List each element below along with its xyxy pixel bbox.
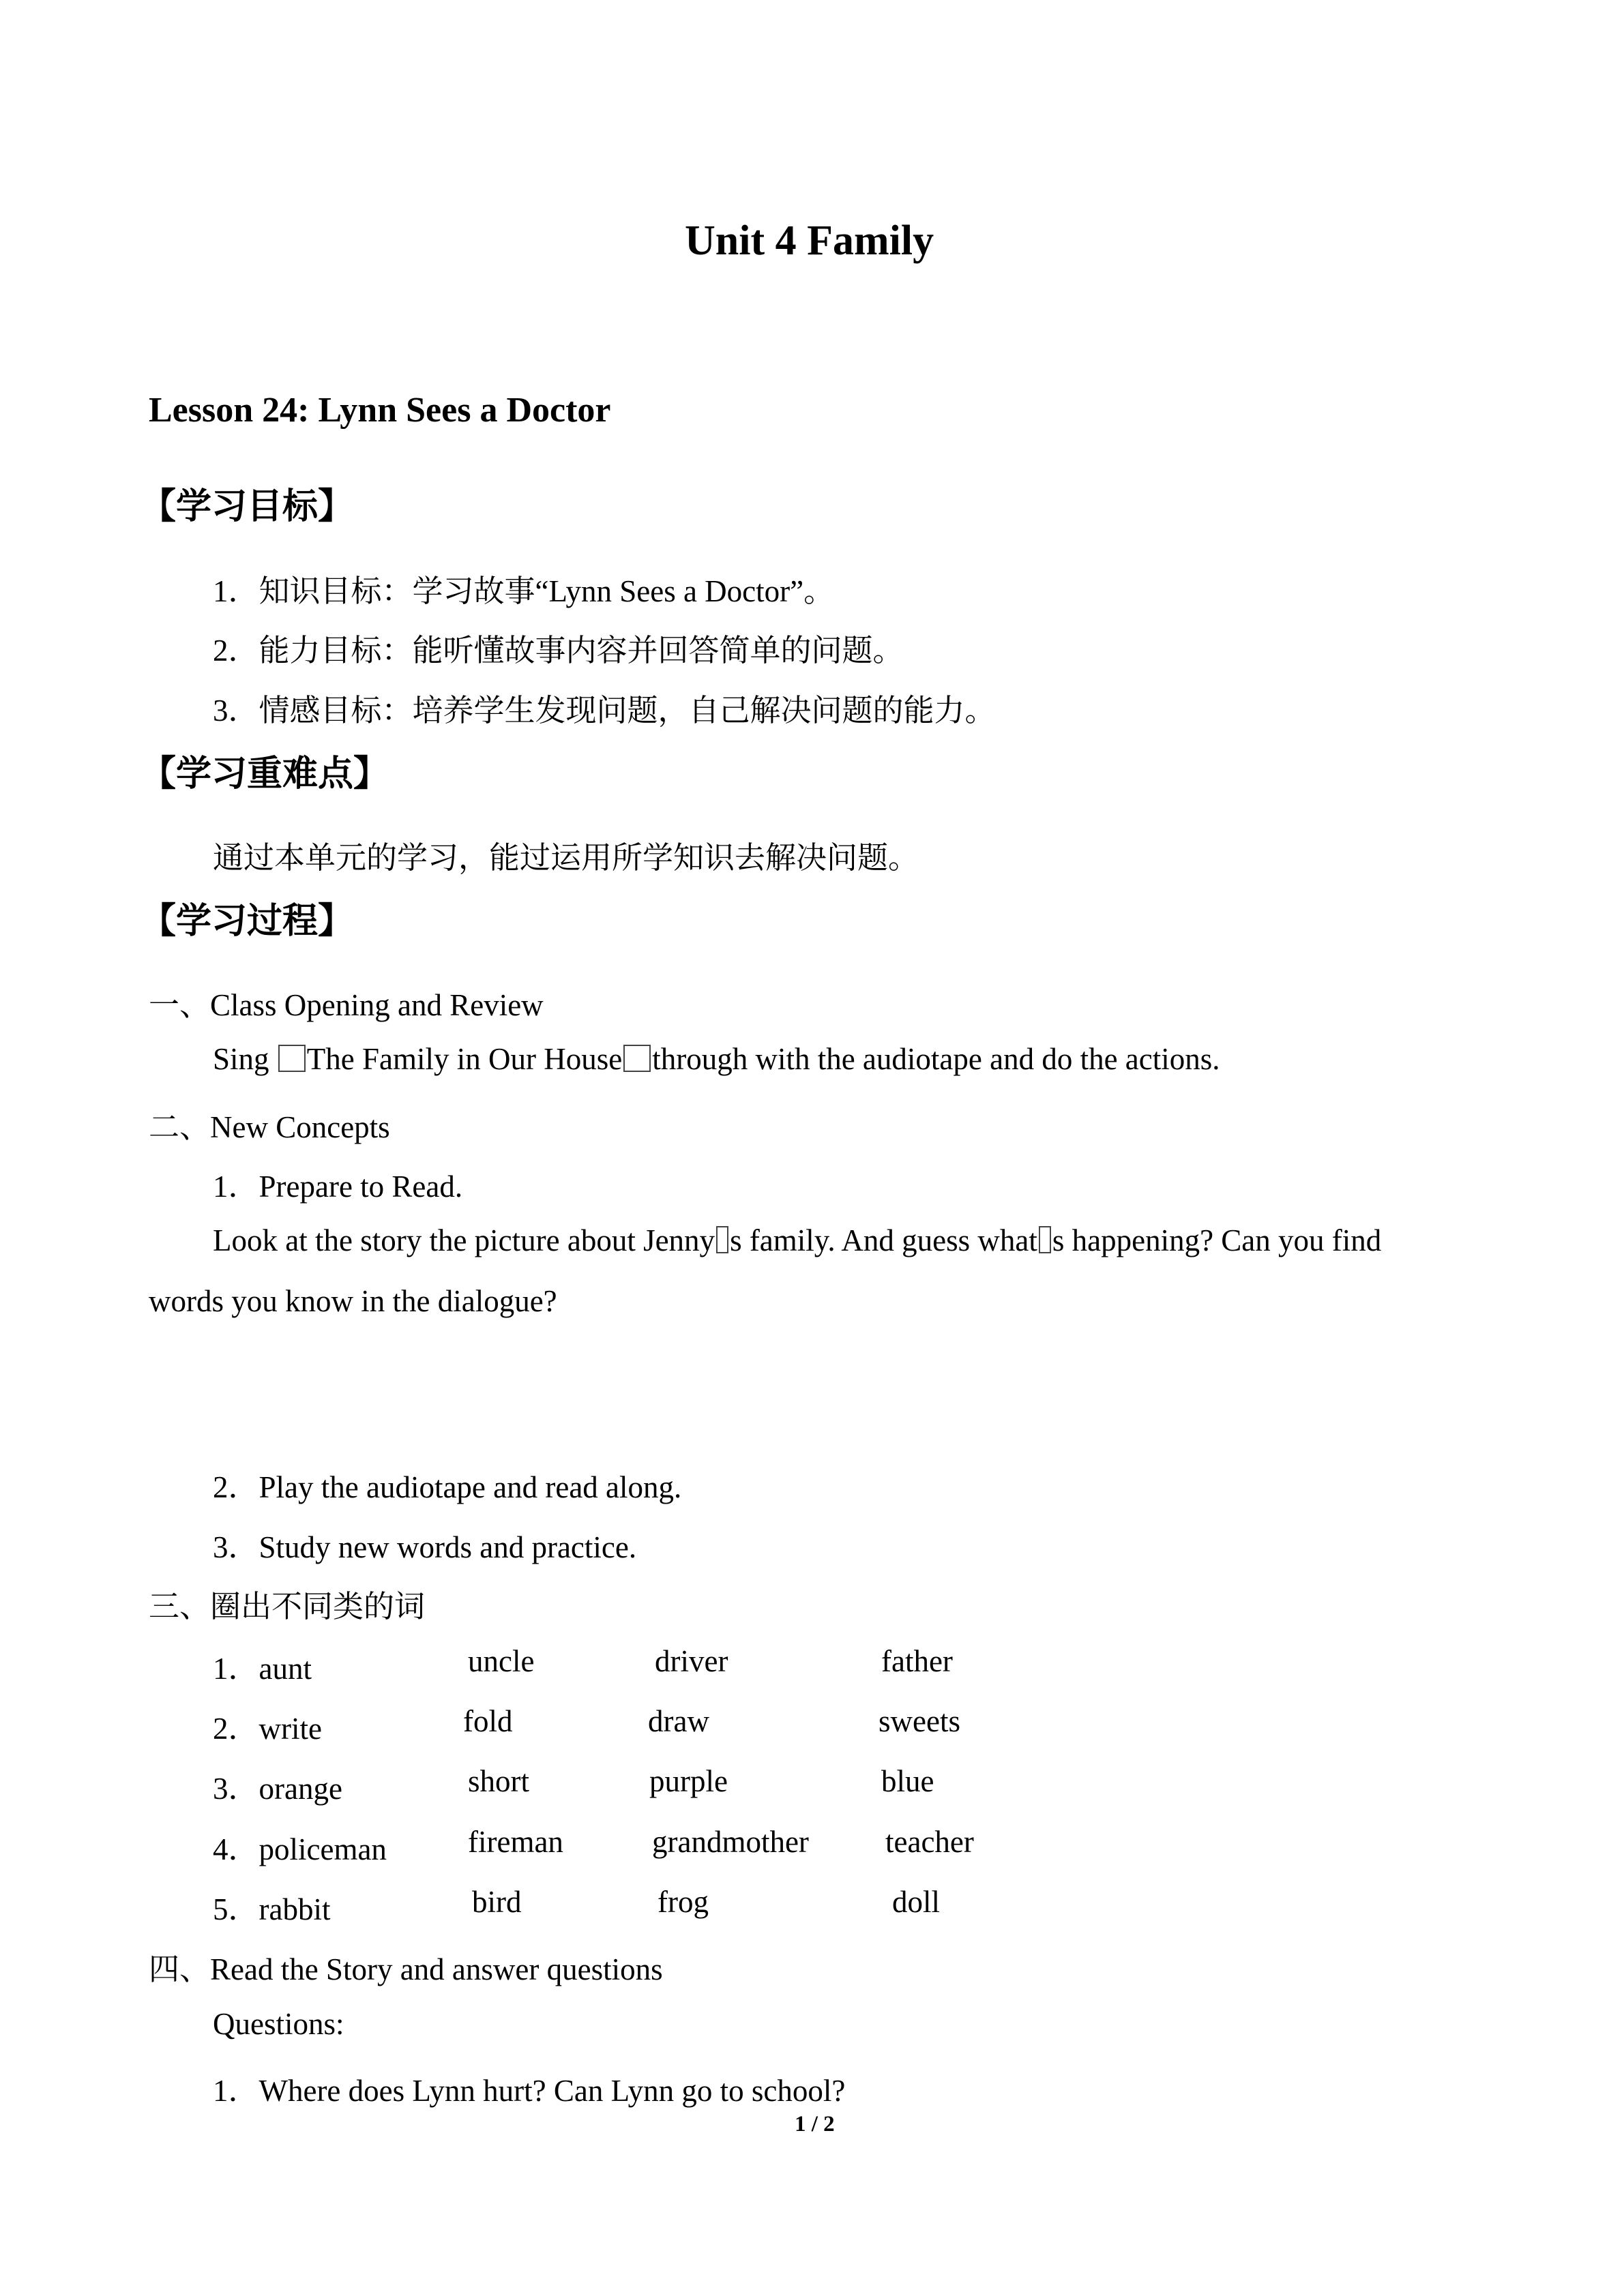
objective-item: 2．能力目标：能听懂故事内容并回答简单的问题。	[213, 633, 904, 668]
word-cell: 2．write	[213, 1712, 322, 1746]
step-play-audiotape: 2．Play the audiotape and read along.	[213, 1470, 682, 1504]
word-cell: draw	[648, 1704, 709, 1738]
word-cell: father	[881, 1644, 953, 1678]
word-cell: driver	[655, 1644, 728, 1678]
word-cell: uncle	[468, 1644, 535, 1678]
look-instruction-line1	[213, 1223, 1381, 1258]
missing-quote-glyph	[623, 1045, 651, 1072]
section-heading-key-points: 【学习重难点】	[141, 754, 389, 794]
part2-heading: 二、New Concepts	[149, 1110, 390, 1144]
look-text-b: s family. And guess what	[730, 1223, 1037, 1257]
word-cell: sweets	[879, 1704, 960, 1738]
missing-apostrophe-glyph	[716, 1226, 728, 1253]
part3-heading: 三、圈出不同类的词	[149, 1590, 426, 1624]
missing-apostrophe-glyph	[1039, 1226, 1051, 1253]
part1-heading: 一、Class Opening and Review	[149, 988, 544, 1022]
page-number: 1 / 2	[795, 2112, 835, 2136]
question-item: 1．Where does Lynn hurt? Can Lynn go to school?	[213, 2074, 846, 2108]
missing-quote-glyph	[278, 1045, 306, 1072]
word-cell: 4．policeman	[213, 1832, 387, 1866]
step-prepare: 1．Prepare to Read.	[213, 1169, 463, 1204]
look-text-c: s happening? Can you find	[1052, 1223, 1382, 1257]
section-heading-process: 【学习过程】	[141, 901, 354, 942]
sing-instruction	[213, 1041, 1220, 1077]
word-cell: bird	[472, 1885, 522, 1919]
word-cell: purple	[649, 1764, 728, 1798]
objective-item: 3．情感目标：培养学生发现问题，自己解决问题的能力。	[213, 694, 996, 728]
word-cell: 3．orange	[213, 1772, 342, 1806]
part4-heading: 四、Read the Story and answer questions	[149, 1952, 663, 1986]
objective-item: 1．知识目标：学习故事“Lynn Sees a Doctor”。	[213, 574, 835, 608]
step-study-words: 3．Study new words and practice.	[213, 1530, 637, 1564]
document-title: Unit 4 Family	[685, 218, 934, 264]
sing-text-start: Sing	[213, 1042, 277, 1076]
look-instruction-line2: words you know in the dialogue?	[149, 1284, 557, 1318]
word-cell: fold	[463, 1704, 513, 1738]
song-title: The Family in Our House	[306, 1042, 623, 1076]
word-cell: 1．aunt	[213, 1652, 312, 1686]
word-cell: frog	[658, 1885, 709, 1919]
word-cell: teacher	[885, 1825, 974, 1859]
word-cell: 5．rabbit	[213, 1892, 331, 1926]
section-heading-objectives: 【学习目标】	[141, 486, 354, 527]
lesson-title: Lesson 24: Lynn Sees a Doctor	[149, 391, 611, 430]
key-point-text: 通过本单元的学习，能过运用所学知识去解决问题。	[213, 841, 919, 875]
questions-label: Questions:	[213, 2007, 344, 2041]
look-text-a: Look at the story the picture about Jenny	[213, 1223, 715, 1257]
word-cell: blue	[881, 1764, 934, 1798]
sing-text-end: through with the audiotape and do the actions.	[652, 1042, 1220, 1076]
word-cell: short	[468, 1764, 529, 1798]
word-cell: doll	[892, 1885, 941, 1919]
word-cell: grandmother	[652, 1825, 809, 1859]
word-cell: fireman	[468, 1825, 563, 1859]
